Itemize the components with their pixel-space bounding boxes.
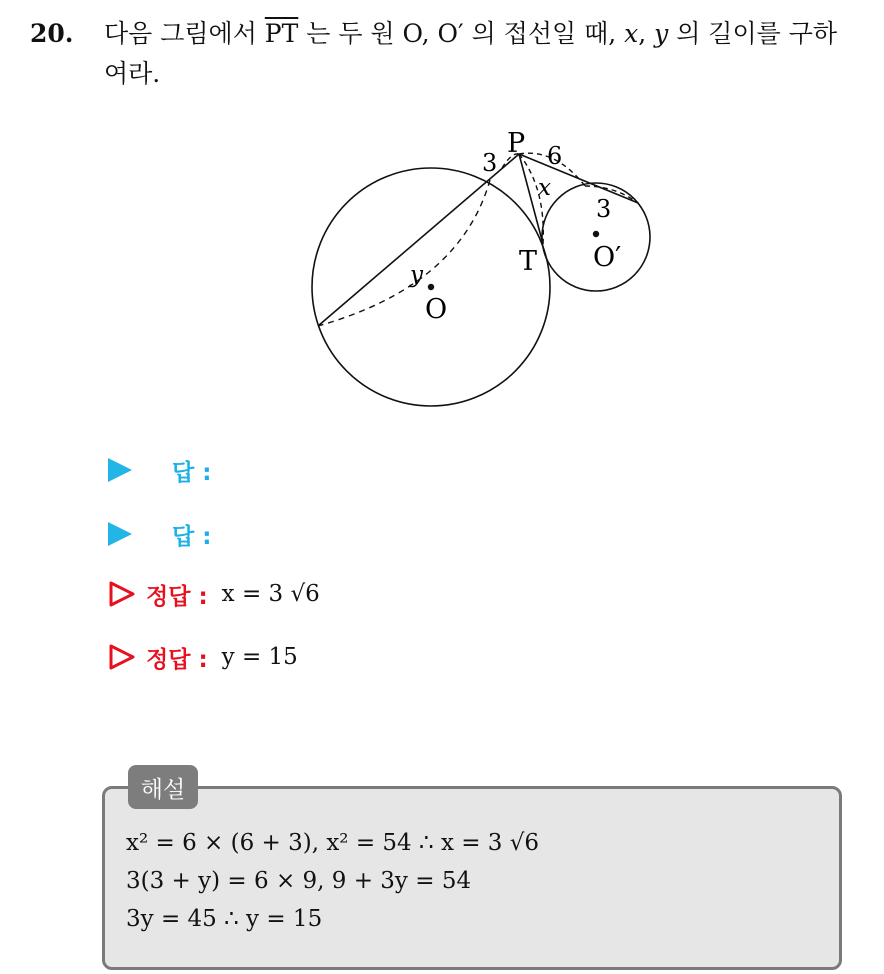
label-o: O — [425, 294, 448, 325]
variable-x: x — [624, 19, 639, 48]
correct-answer-label: 정답 : — [146, 646, 208, 673]
correct-answer-row-2 — [108, 637, 298, 677]
center-o-prime-dot — [593, 231, 599, 237]
question-text-part: 다음 그림에서 — [104, 19, 265, 48]
answer-row-2 — [108, 514, 211, 554]
label-three-left: 3 — [482, 149, 498, 177]
solution-line-2: 3(3 + y) = 6 × 9, 9 + 3y = 54 — [126, 868, 472, 894]
variable-y: y — [654, 19, 669, 48]
correct-answer-value: x = 3 √6 — [221, 581, 320, 607]
label-t: T — [519, 246, 538, 277]
answer-label: 답 : — [172, 459, 212, 486]
question-text-part: 는 두 원 O, O′ 의 접선일 때, — [298, 19, 625, 48]
label-o-prime: O′ — [593, 242, 622, 273]
answer-label: 답 : — [172, 523, 212, 550]
label-three-right: 3 — [596, 195, 612, 223]
label-x: x — [538, 175, 551, 201]
solution-tab: 해설 — [128, 765, 198, 809]
center-o-dot — [428, 284, 434, 290]
label-p: P — [507, 128, 526, 159]
outline-arrow-icon — [108, 643, 136, 671]
play-arrow-icon — [108, 522, 132, 546]
question-number: 20. — [30, 19, 74, 48]
segment-pt: $\overline{PT}$ — [264, 19, 299, 48]
correct-answer-label: 정답 : — [146, 583, 208, 610]
solution-line-1: x² = 6 × (6 + 3), x² = 54 ∴ x = 3 √6 — [126, 830, 540, 856]
play-arrow-icon — [108, 458, 132, 482]
label-six: 6 — [547, 142, 563, 170]
solution-line-3: 3y = 45 ∴ y = 15 — [126, 906, 323, 932]
answer-row-1 — [108, 450, 211, 490]
question-text-line2: 여라. — [104, 59, 161, 88]
correct-answer-value: y = 15 — [221, 644, 298, 670]
outline-arrow-icon — [108, 580, 136, 608]
correct-answer-row-1 — [108, 574, 320, 614]
question-comma: , — [638, 19, 655, 48]
secant-line-big — [318, 154, 519, 326]
question-text-part: 의 길이를 구하 — [668, 19, 838, 48]
label-y: y — [410, 262, 423, 288]
